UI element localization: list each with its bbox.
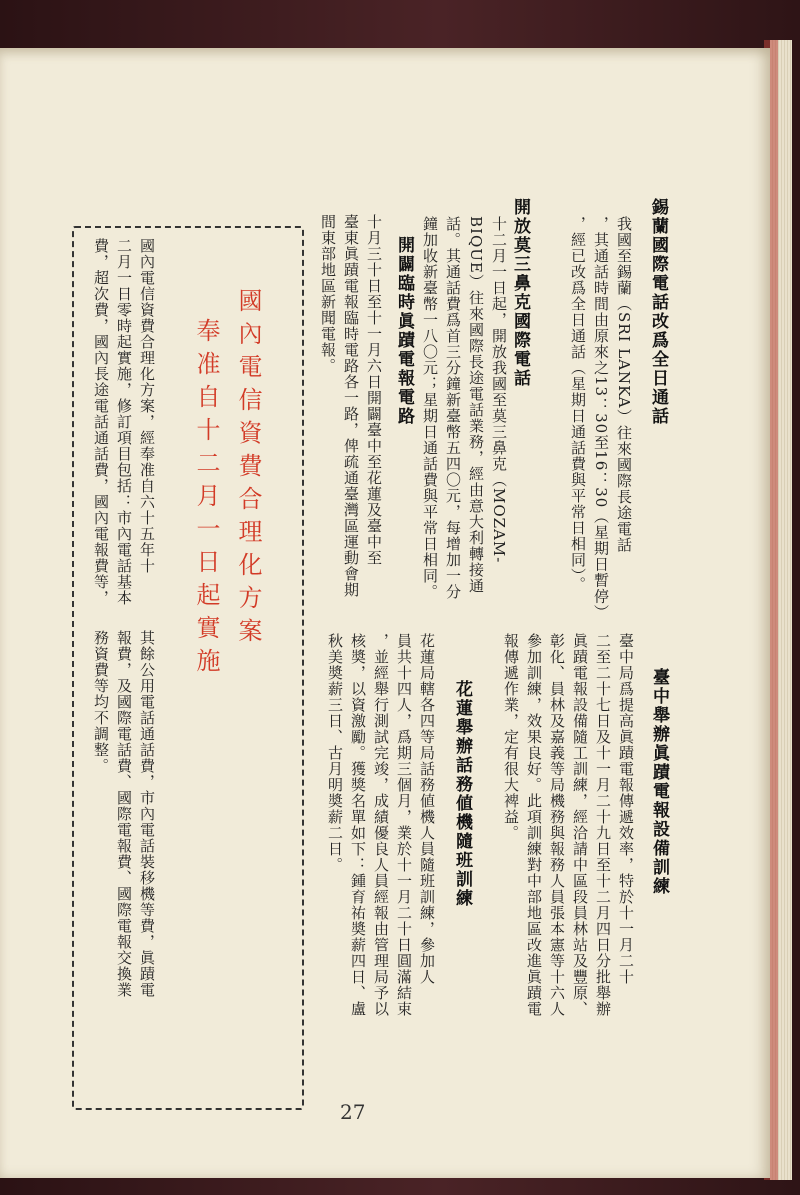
srilanka-body: 我國至錫蘭（SRI LANKA）往來國際長途電話 ，其通話時間由原來之13：30至16：30（星期日暫停） ，經已改爲全日通話（星期日通話費與平常日相同）。 bbox=[569, 216, 633, 621]
hualien-training-body: 花蓮局轄各四等局話務値機人員隨班訓練，參加人 員共十四人，爲期三個月，業於十一月二十日圓滿結束 ，並經舉行測試完竣，成績優良人員經報由管理局予以 核奬，以資激勵。獲獎名單如下：鍾育祐奬薪四日、盧 秋美奬薪三日、古月明奬薪二日。 bbox=[326, 633, 436, 1017]
mozambique-body: 十二月一日起，開放我國至莫三鼻克（MOZAM- BIQUE）往來國際長途電話業務，經由意大利轉接通 話。其通話費爲首三分鐘新臺幣五四〇元，每增加一分 鐘加收新臺幣一八〇元；星期日通話費與平常日相同。 bbox=[421, 216, 508, 600]
notice-body-upper: 國內電信資費合理化方案，經奉准自六十五年十 二月一日零時起實施，修訂項目包括：市內電話基本 費，超次費，國內長途電話通話費，國內電報費等， bbox=[92, 238, 156, 606]
page-number: 27 bbox=[340, 1100, 366, 1124]
srilanka-title: 錫蘭國際電話改爲全日通話 bbox=[648, 198, 668, 426]
telegraph-route-body: 十月三十日至十一月六日開闢臺中至花蓮及臺中至 臺東眞蹟電報臨時電路各一路，俾疏通臺灣區運動會期 間東部地區新聞電報。 bbox=[319, 214, 383, 598]
hualien-training-title: 花蓮舉辦話務値機隨班訓練 bbox=[452, 680, 472, 908]
taichung-training-title: 臺中舉辦眞蹟電報設備訓練 bbox=[649, 668, 669, 896]
mozambique-title: 開放莫三鼻克國際電話 bbox=[510, 198, 530, 388]
notice-title-line1: 國內電信資費合理化方案 bbox=[234, 288, 262, 651]
book-page bbox=[0, 48, 770, 1178]
taichung-training-body: 臺中局爲提高眞蹟電報傳遞效率，特於十一月二十 二至二十七日及十一月二十九日至十二月四日分批舉辦 眞蹟電報設備隨工訓練，經洽請中區段員林站及豐原、 彰化、員林及嘉義等局機務與報務人員張本憲等十六人 參加訓練，效果良好。此項訓練對中部地區改進眞蹟電 報傳遞作業，定有很大裨益。 bbox=[502, 633, 635, 1017]
notice-title-line2: 奉准自十二月一日起實施 bbox=[192, 318, 220, 681]
telegraph-route-title: 開闢臨時眞蹟電報電路 bbox=[394, 236, 414, 426]
notice-body-lower: 其餘公用電話通話費，市內電話裝移機等費，眞蹟電 報費，及國際電話費、國際電報費、國際電報交換業 務資費等均不調整。 bbox=[92, 630, 156, 998]
